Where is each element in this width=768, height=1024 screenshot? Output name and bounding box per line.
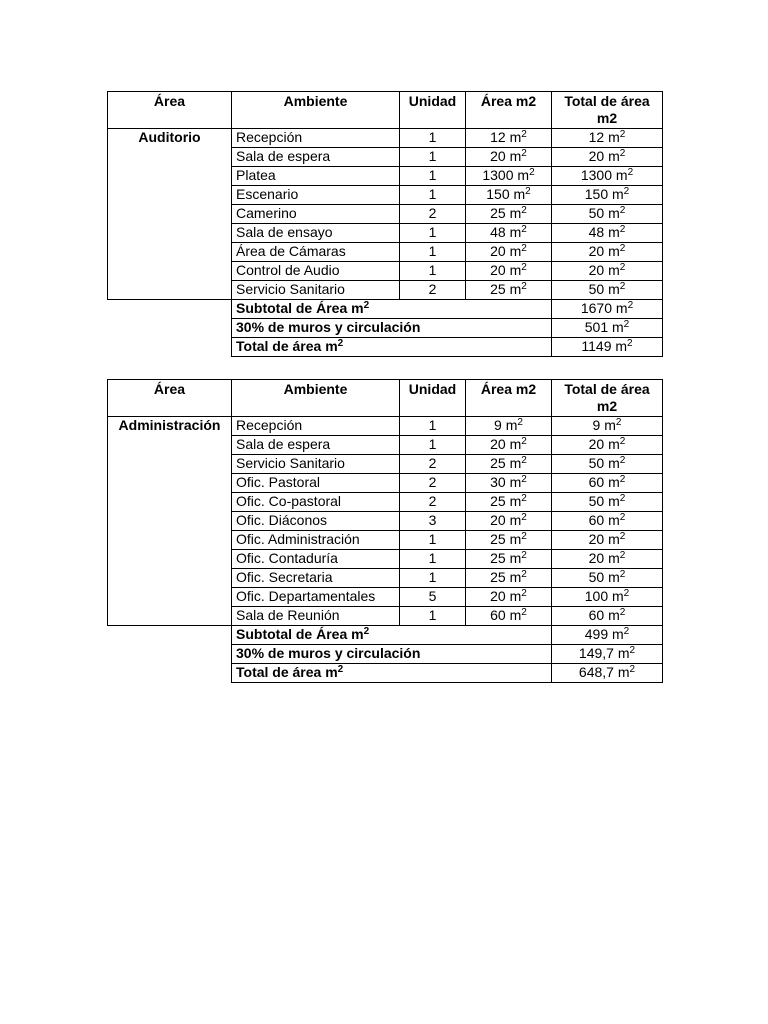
unit-label: m xyxy=(509,129,522,145)
area-cell-value-number: 20 xyxy=(490,588,506,604)
area-cell-value xyxy=(466,455,552,474)
area-cell-value xyxy=(466,167,552,186)
unit-exponent: 2 xyxy=(619,550,626,561)
area-name: Administración xyxy=(108,417,232,626)
unit-exponent: 2 xyxy=(627,300,634,311)
unit-exponent: 2 xyxy=(521,205,527,216)
unidad-cell: 1 xyxy=(400,224,466,243)
total-cell-value-number: 50 xyxy=(588,493,605,509)
area-cell-value-number: 20 xyxy=(490,262,506,278)
header-row xyxy=(108,92,663,129)
header-total-area: Total de área m2 xyxy=(552,92,663,129)
unit-label: m xyxy=(509,205,522,221)
total-cell-value-number: 20 xyxy=(588,531,605,547)
area-cell-value xyxy=(466,531,552,550)
total-cell-value-number: 20 xyxy=(588,148,605,164)
total-cell-value-number: 60 xyxy=(588,512,605,528)
unit-label: m xyxy=(509,569,522,585)
unit-label: m xyxy=(509,512,522,528)
ambiente-cell: Control de Audio xyxy=(232,262,400,281)
unit-label: m xyxy=(509,436,522,452)
unit-label: m xyxy=(617,645,630,661)
total-cell-value xyxy=(552,186,663,205)
total-cell-value xyxy=(552,531,663,550)
unit-exponent: 2 xyxy=(619,243,626,254)
ambiente-cell: Ofic. Administración xyxy=(232,531,400,550)
unit-label: m xyxy=(608,224,620,240)
unit-exponent: 2 xyxy=(521,129,527,140)
area-cell-value-number: 9 xyxy=(494,417,502,433)
header-row xyxy=(108,380,663,417)
ambiente-cell: Servicio Sanitario xyxy=(232,281,400,300)
unidad-cell: 1 xyxy=(400,129,466,148)
unidad-cell: 1 xyxy=(400,436,466,455)
total-cell-value xyxy=(552,167,663,186)
summary-value-number: 499 xyxy=(584,626,609,642)
ambiente-cell: Ofic. Co-pastoral xyxy=(232,493,400,512)
summary-blank xyxy=(108,626,232,645)
unit-exponent: 2 xyxy=(619,493,626,504)
summary-label xyxy=(232,626,552,645)
unit-label: m xyxy=(615,338,628,354)
unit-exponent: 2 xyxy=(521,455,527,466)
unit-exponent: 2 xyxy=(521,569,527,580)
unit-exponent: 2 xyxy=(521,436,527,447)
unit-exponent: 2 xyxy=(521,474,527,485)
unidad-cell: 3 xyxy=(400,512,466,531)
ambiente-cell: Recepción xyxy=(232,129,400,148)
area-cell-value-number: 25 xyxy=(490,455,506,471)
unit-exponent: 2 xyxy=(623,186,630,197)
total-cell-value-number: 20 xyxy=(588,243,605,259)
unit-label: m xyxy=(608,436,620,452)
unit-label: m xyxy=(509,607,522,623)
unit-exponent: 2 xyxy=(337,338,344,349)
ambiente-cell: Ofic. Departamentales xyxy=(232,588,400,607)
total-cell-value-number: 48 xyxy=(588,224,605,240)
summary-value xyxy=(552,626,663,645)
area-cell-value-number: 150 xyxy=(486,186,510,202)
unit-label: m xyxy=(509,281,522,297)
unit-label: m xyxy=(505,417,518,433)
unit-exponent: 2 xyxy=(521,224,527,235)
unit-exponent: 2 xyxy=(521,243,527,254)
summary-value-number: 1670 xyxy=(580,300,613,316)
unit-label: m xyxy=(509,474,522,490)
unit-exponent: 2 xyxy=(521,493,527,504)
total-cell-value xyxy=(552,512,663,531)
area-cell-value xyxy=(466,607,552,626)
unidad-cell: 2 xyxy=(400,493,466,512)
unit-label: m xyxy=(612,186,624,202)
unit-exponent: 2 xyxy=(619,281,626,292)
summary-row xyxy=(108,319,663,338)
unit-label: m xyxy=(509,531,522,547)
total-cell-value-number: 150 xyxy=(584,186,609,202)
area-cell-value xyxy=(466,417,552,436)
total-cell-value xyxy=(552,550,663,569)
unit-exponent: 2 xyxy=(619,262,626,273)
unidad-cell: 5 xyxy=(400,588,466,607)
total-cell-value xyxy=(552,417,663,436)
total-cell-value-number: 20 xyxy=(588,550,605,566)
area-cell-value-number: 25 xyxy=(490,531,506,547)
summary-label-text: 30% de muros y circulación xyxy=(236,645,421,661)
table-row xyxy=(108,417,663,436)
unit-label: m xyxy=(608,493,620,509)
unidad-cell: 1 xyxy=(400,569,466,588)
unidad-cell: 1 xyxy=(400,417,466,436)
area-cell-value-number: 25 xyxy=(490,569,506,585)
header-unidad: Unidad xyxy=(400,380,466,417)
total-cell-value xyxy=(552,436,663,455)
header-area-m2: Área m2 xyxy=(466,380,552,417)
summary-blank xyxy=(108,338,232,357)
unit-exponent: 2 xyxy=(615,417,622,428)
area-cell-value xyxy=(466,436,552,455)
unit-label: m xyxy=(513,186,526,202)
total-cell-value xyxy=(552,224,663,243)
unit-exponent: 2 xyxy=(627,338,633,349)
ambiente-cell: Platea xyxy=(232,167,400,186)
unit-exponent: 2 xyxy=(619,148,626,159)
total-cell-value xyxy=(552,148,663,167)
summary-label-text: 30% de muros y circulación xyxy=(236,319,421,335)
unit-label: m xyxy=(608,129,620,145)
summary-label-text: Total de área m xyxy=(236,338,338,354)
total-cell-value-number: 100 xyxy=(584,588,609,604)
unit-exponent: 2 xyxy=(619,436,626,447)
unit-label: m xyxy=(604,417,616,433)
unit-exponent: 2 xyxy=(619,607,626,618)
area-cell-value xyxy=(466,281,552,300)
unit-exponent: 2 xyxy=(521,512,527,523)
summary-value xyxy=(552,300,663,319)
area-cell-value xyxy=(466,493,552,512)
area-cell-value xyxy=(466,588,552,607)
area-cell-value-number: 60 xyxy=(490,607,506,623)
area-cell-value xyxy=(466,569,552,588)
summary-row xyxy=(108,626,663,645)
ambiente-cell: Sala de Reunión xyxy=(232,607,400,626)
unit-exponent: 2 xyxy=(619,569,626,580)
unit-exponent: 2 xyxy=(337,664,344,675)
area-cell-value-number: 20 xyxy=(490,512,506,528)
ambiente-cell: Ofic. Pastoral xyxy=(232,474,400,493)
total-cell-value-number: 20 xyxy=(588,436,605,452)
summary-label xyxy=(232,645,552,664)
auditorio-table xyxy=(107,91,663,357)
total-cell-value-number: 1300 xyxy=(580,167,613,183)
summary-label-text: Subtotal de Área m xyxy=(236,300,364,316)
unit-label: m xyxy=(615,167,628,183)
unit-exponent: 2 xyxy=(521,262,527,273)
area-cell-value xyxy=(466,262,552,281)
unit-label: m xyxy=(509,588,522,604)
unit-label: m xyxy=(612,588,624,604)
unit-exponent: 2 xyxy=(619,512,626,523)
unit-label: m xyxy=(517,167,530,183)
ambiente-cell: Escenario xyxy=(232,186,400,205)
unit-exponent: 2 xyxy=(619,129,626,140)
unit-exponent: 2 xyxy=(521,148,527,159)
summary-value xyxy=(552,645,663,664)
total-cell-value-number: 50 xyxy=(588,569,605,585)
total-cell-value-number: 50 xyxy=(588,205,605,221)
unit-label: m xyxy=(612,319,624,335)
summary-value xyxy=(552,338,663,357)
unit-exponent: 2 xyxy=(619,455,626,466)
summary-value-number: 149,7 xyxy=(578,645,614,661)
area-cell-value xyxy=(466,512,552,531)
summary-value-number: 1149 xyxy=(581,338,612,354)
area-cell-value-number: 25 xyxy=(490,493,506,509)
unit-exponent: 2 xyxy=(619,474,626,485)
unit-label: m xyxy=(509,455,522,471)
total-cell-value-number: 60 xyxy=(588,607,605,623)
unit-label: m xyxy=(509,493,522,509)
area-cell-value-number: 1300 xyxy=(482,167,514,183)
header-area-m2: Área m2 xyxy=(466,92,552,129)
area-cell-value xyxy=(466,224,552,243)
summary-label xyxy=(232,319,552,338)
total-cell-value xyxy=(552,281,663,300)
unit-exponent: 2 xyxy=(629,645,636,656)
unit-label: m xyxy=(608,512,620,528)
total-cell-value xyxy=(552,588,663,607)
total-cell-value xyxy=(552,569,663,588)
unit-label: m xyxy=(608,569,620,585)
total-cell-value-number: 50 xyxy=(588,281,605,297)
unit-exponent: 2 xyxy=(619,531,626,542)
ambiente-cell: Sala de espera xyxy=(232,436,400,455)
total-cell-value xyxy=(552,474,663,493)
unidad-cell: 1 xyxy=(400,167,466,186)
unit-exponent: 2 xyxy=(619,224,626,235)
summary-label xyxy=(232,664,552,683)
unit-exponent: 2 xyxy=(521,531,527,542)
summary-row xyxy=(108,664,663,683)
unidad-cell: 2 xyxy=(400,205,466,224)
unit-label: m xyxy=(617,664,630,680)
ambiente-cell: Servicio Sanitario xyxy=(232,455,400,474)
header-ambiente: Ambiente xyxy=(232,92,400,129)
area-cell-value-number: 20 xyxy=(490,243,506,259)
unit-exponent: 2 xyxy=(525,186,531,197)
summary-label xyxy=(232,300,552,319)
ambiente-cell: Sala de espera xyxy=(232,148,400,167)
area-cell-value-number: 25 xyxy=(490,281,506,297)
total-cell-value-number: 12 xyxy=(588,129,605,145)
summary-row xyxy=(108,300,663,319)
area-cell-value-number: 30 xyxy=(490,474,506,490)
area-cell-value-number: 48 xyxy=(490,224,506,240)
unidad-cell: 1 xyxy=(400,607,466,626)
unit-label: m xyxy=(509,243,522,259)
unit-label: m xyxy=(615,300,628,316)
total-cell-value-number: 50 xyxy=(588,455,605,471)
unidad-cell: 2 xyxy=(400,281,466,300)
unit-exponent: 2 xyxy=(529,167,535,178)
area-cell-value xyxy=(466,148,552,167)
total-cell-value xyxy=(552,607,663,626)
area-cell-value-number: 12 xyxy=(490,129,506,145)
header-area: Área xyxy=(108,92,232,129)
unit-label: m xyxy=(608,205,620,221)
summary-blank xyxy=(108,645,232,664)
summary-value-number: 501 xyxy=(584,319,609,335)
unit-label: m xyxy=(608,607,620,623)
unit-label: m xyxy=(608,474,620,490)
total-cell-value xyxy=(552,205,663,224)
area-cell-value xyxy=(466,243,552,262)
ambiente-cell: Ofic. Diáconos xyxy=(232,512,400,531)
total-cell-value-number: 60 xyxy=(588,474,605,490)
total-cell-value xyxy=(552,243,663,262)
unit-exponent: 2 xyxy=(521,550,527,561)
unit-exponent: 2 xyxy=(521,607,527,618)
unit-label: m xyxy=(509,148,522,164)
total-cell-value-number: 20 xyxy=(588,262,605,278)
unit-label: m xyxy=(608,455,620,471)
unit-exponent: 2 xyxy=(627,167,634,178)
unidad-cell: 2 xyxy=(400,474,466,493)
unit-label: m xyxy=(608,148,620,164)
summary-value xyxy=(552,664,663,683)
unit-label: m xyxy=(608,281,620,297)
summary-blank xyxy=(108,664,232,683)
unit-label: m xyxy=(509,262,522,278)
unidad-cell: 1 xyxy=(400,550,466,569)
ambiente-cell: Ofic. Secretaria xyxy=(232,569,400,588)
summary-label-text: Total de área m xyxy=(236,664,338,680)
area-cell-value-number: 20 xyxy=(490,436,506,452)
ambiente-cell: Camerino xyxy=(232,205,400,224)
unit-exponent: 2 xyxy=(629,664,636,675)
unit-exponent: 2 xyxy=(619,205,626,216)
ambiente-cell: Recepción xyxy=(232,417,400,436)
ambiente-cell: Área de Cámaras xyxy=(232,243,400,262)
unit-exponent: 2 xyxy=(623,319,630,330)
area-cell-value-number: 25 xyxy=(490,550,506,566)
administracion-table xyxy=(107,379,663,683)
unidad-cell: 2 xyxy=(400,455,466,474)
unidad-cell: 1 xyxy=(400,148,466,167)
summary-blank xyxy=(108,300,232,319)
area-cell-value xyxy=(466,205,552,224)
total-cell-value xyxy=(552,455,663,474)
summary-label-text: Subtotal de Área m xyxy=(236,626,364,642)
unit-exponent: 2 xyxy=(623,626,630,637)
unit-exponent: 2 xyxy=(363,626,370,637)
header-area: Área xyxy=(108,380,232,417)
area-cell-value xyxy=(466,550,552,569)
summary-value xyxy=(552,319,663,338)
unit-exponent: 2 xyxy=(521,281,527,292)
area-cell-value-number: 25 xyxy=(490,205,506,221)
unidad-cell: 1 xyxy=(400,262,466,281)
unidad-cell: 1 xyxy=(400,243,466,262)
area-cell-value-number: 20 xyxy=(490,148,506,164)
unit-exponent: 2 xyxy=(363,300,370,311)
summary-row xyxy=(108,645,663,664)
unit-label: m xyxy=(509,550,522,566)
total-cell-value xyxy=(552,129,663,148)
area-cell-value xyxy=(466,186,552,205)
summary-value-number: 648,7 xyxy=(578,664,614,680)
summary-blank xyxy=(108,319,232,338)
ambiente-cell: Ofic. Contaduría xyxy=(232,550,400,569)
total-cell-value xyxy=(552,262,663,281)
header-unidad: Unidad xyxy=(400,92,466,129)
unit-label: m xyxy=(509,224,522,240)
header-ambiente: Ambiente xyxy=(232,380,400,417)
total-cell-value xyxy=(552,493,663,512)
unidad-cell: 1 xyxy=(400,531,466,550)
unit-exponent: 2 xyxy=(517,417,523,428)
unit-label: m xyxy=(608,262,620,278)
unit-label: m xyxy=(608,243,620,259)
unidad-cell: 1 xyxy=(400,186,466,205)
ambiente-cell: Sala de ensayo xyxy=(232,224,400,243)
unit-exponent: 2 xyxy=(521,588,527,599)
area-cell-value xyxy=(466,129,552,148)
unit-exponent: 2 xyxy=(623,588,630,599)
area-name: Auditorio xyxy=(108,129,232,300)
unit-label: m xyxy=(608,531,620,547)
unit-label: m xyxy=(608,550,620,566)
summary-row xyxy=(108,338,663,357)
area-cell-value xyxy=(466,474,552,493)
header-total-area: Total de área m2 xyxy=(552,380,663,417)
summary-label xyxy=(232,338,552,357)
table-row xyxy=(108,129,663,148)
unit-label: m xyxy=(612,626,624,642)
total-cell-value-number: 9 xyxy=(592,417,601,433)
